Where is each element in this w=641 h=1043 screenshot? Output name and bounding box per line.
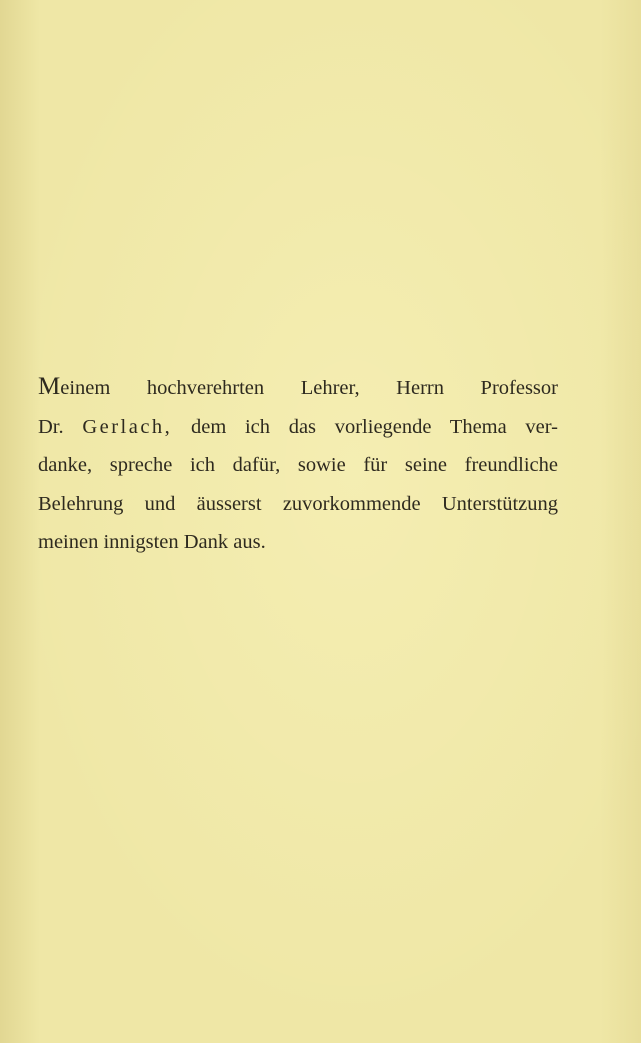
dedication-line-3: danke, spreche ich dafür, sowie für seine freundliche <box>38 454 558 476</box>
dedication-paragraph <box>38 368 558 562</box>
dedication-line-2-prefix: Dr. <box>38 415 64 438</box>
dedication-line-5: meinen innigsten Dank aus. <box>38 531 266 553</box>
dedication-line-1-text: einem hochverehrten Lehrer, Herrn Professor <box>60 377 558 399</box>
dedication-line-4: Belehrung und äusserst zuvorkommende Unterstützung <box>38 492 558 515</box>
initial-letter: M <box>38 373 61 400</box>
dedication-line-2 <box>38 408 558 447</box>
professor-name: Gerlach, <box>82 415 173 438</box>
dedication-line-2-text: dem ich das vorliegende Thema ver- <box>191 415 558 438</box>
dedication-line-1 <box>38 368 558 408</box>
